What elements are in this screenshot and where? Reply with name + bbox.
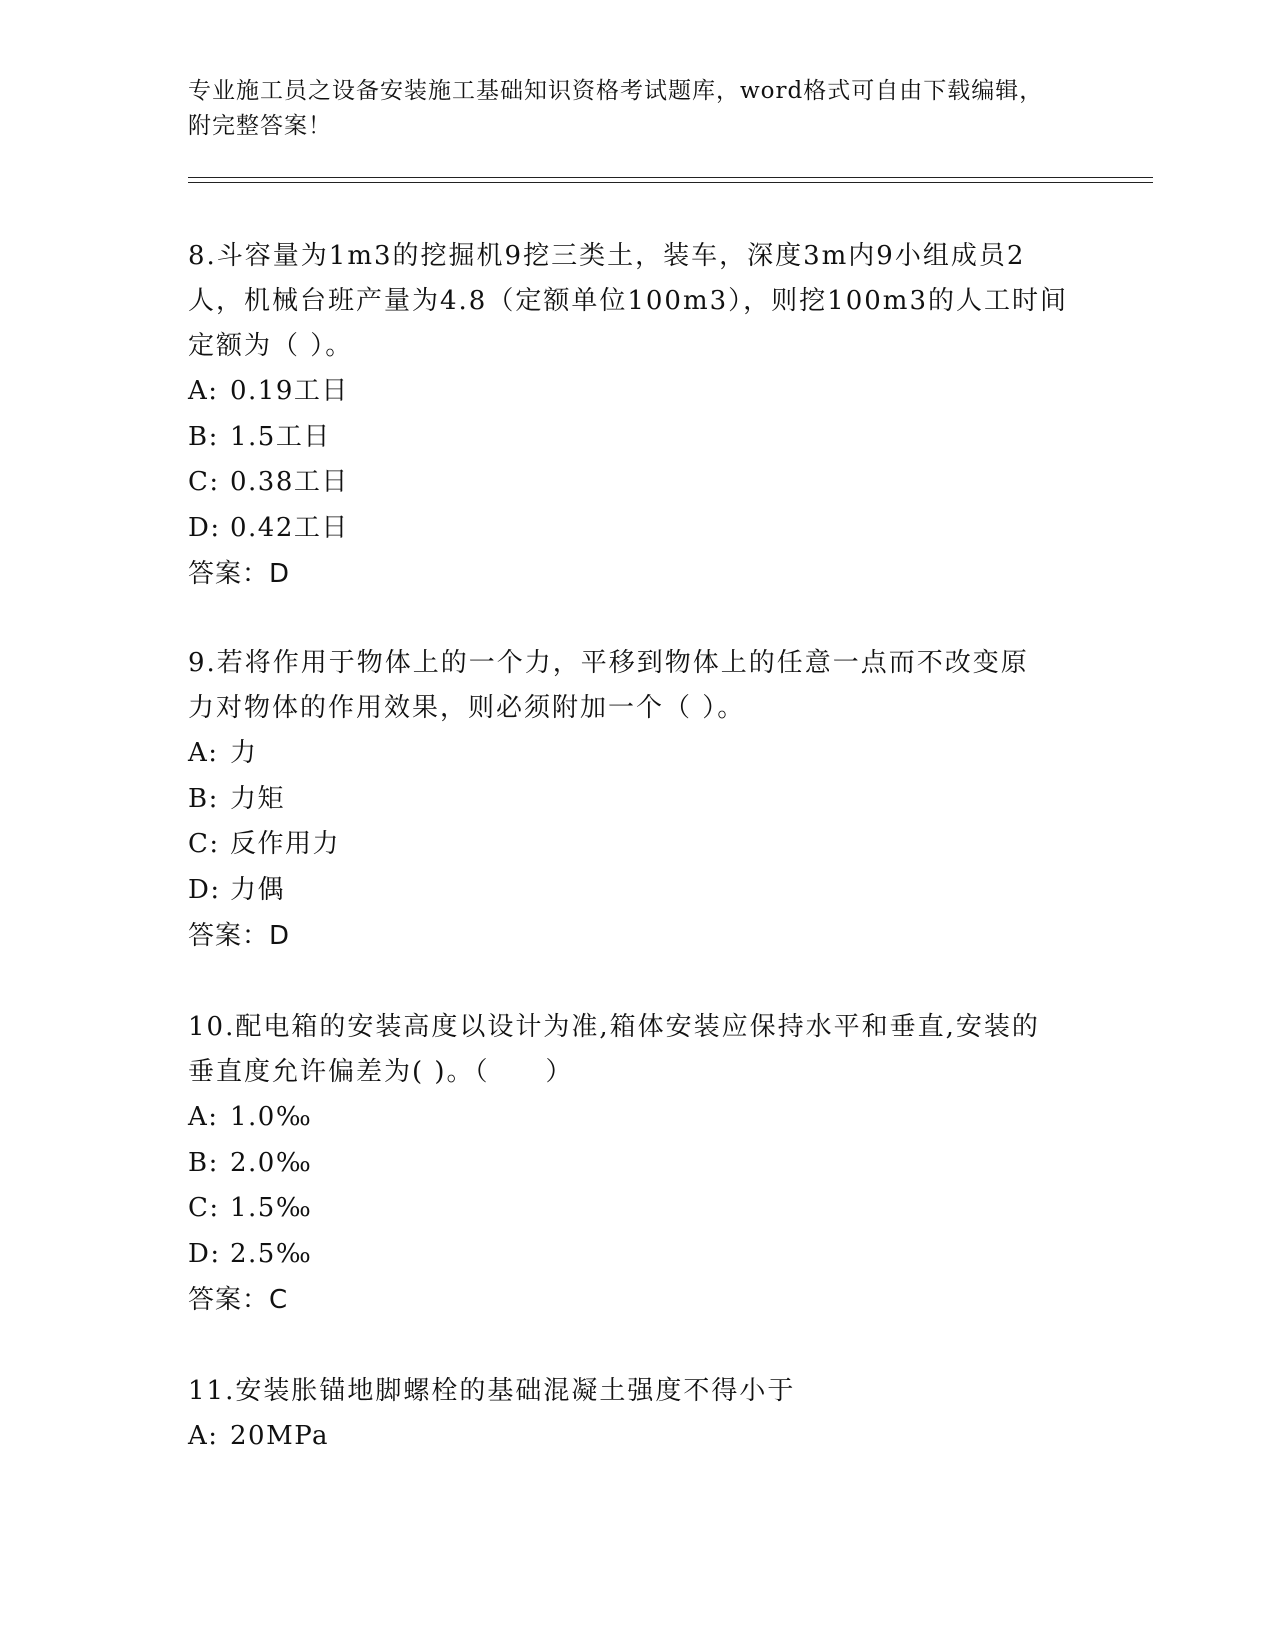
option-text: 0.38工日	[230, 467, 349, 497]
option-text: 1.5工日	[230, 421, 331, 452]
option-text: 1.0‰	[230, 1102, 313, 1132]
option-key: B:	[188, 421, 219, 452]
option-key: A:	[188, 1102, 219, 1132]
option-text: 2.0‰	[230, 1147, 313, 1178]
question-stem-line: 人，机械台班产量为4.8（定额单位100m3），则挖100m3的人工时间	[188, 286, 1068, 316]
header-divider-bottom	[188, 182, 1153, 183]
answer-line: 答案：D	[188, 921, 291, 951]
question-stem-line: 10.配电箱的安装高度以设计为准,箱体安装应保持水平和垂直,安装的	[188, 1012, 1040, 1042]
question-stem-line: 力对物体的作用效果，则必须附加一个（ ）。	[188, 693, 746, 723]
question-9	[188, 641, 1088, 959]
option-key: D:	[188, 874, 221, 905]
option-key: C:	[188, 467, 220, 497]
question-stem-line: 垂直度允许偏差为( )。（ ）	[188, 1057, 574, 1087]
option-key: A:	[188, 1421, 219, 1451]
question-8	[188, 234, 1088, 597]
option-key: A:	[188, 738, 219, 768]
option-d	[188, 506, 1088, 552]
question-stem	[188, 1005, 1088, 1095]
option-d	[188, 1232, 1088, 1278]
option-key: B:	[188, 1147, 219, 1178]
document-header	[188, 74, 1088, 144]
question-stem	[188, 1369, 1088, 1414]
header-line-2: 附完整答案！	[188, 113, 332, 139]
option-a	[188, 1095, 1088, 1141]
option-a	[188, 1414, 1088, 1460]
question-stem	[188, 641, 1088, 731]
option-text: 力	[230, 738, 258, 768]
option-text: 力矩	[230, 783, 286, 814]
header-line-1: 专业施工员之设备安装施工基础知识资格考试题库，word格式可自由下载编辑，	[188, 78, 1044, 104]
option-d	[188, 868, 1088, 914]
option-text: 0.19工日	[230, 376, 349, 406]
question-stem-line: 8.斗容量为1m3的挖掘机9挖三类土，装车，深度3m内9小组成员2	[188, 241, 1026, 271]
question-stem	[188, 234, 1088, 369]
answer-line: 答案：C	[188, 1285, 289, 1315]
option-text: 力偶	[230, 874, 286, 905]
option-c	[188, 1186, 1088, 1232]
option-text: 0.42工日	[230, 512, 349, 543]
answer-line: 答案：D	[188, 559, 291, 589]
option-key: C:	[188, 1193, 220, 1223]
option-b	[188, 777, 1088, 823]
option-key: A:	[188, 376, 219, 406]
option-text: 20MPa	[230, 1421, 330, 1451]
question-11	[188, 1369, 1088, 1460]
question-stem-line: 定额为（ ）。	[188, 331, 354, 361]
option-text: 1.5‰	[230, 1193, 313, 1223]
question-stem-line: 9.若将作用于物体上的一个力，平移到物体上的任意一点而不改变原	[188, 648, 1029, 678]
option-text: 2.5‰	[230, 1238, 313, 1269]
option-b	[188, 1141, 1088, 1187]
question-10	[188, 1005, 1088, 1323]
option-a	[188, 369, 1088, 415]
option-key: C:	[188, 829, 220, 859]
option-c	[188, 460, 1088, 506]
option-text: 反作用力	[230, 829, 341, 859]
question-stem-line: 11.安装胀锚地脚螺栓的基础混凝土强度不得小于	[188, 1376, 796, 1406]
option-c	[188, 822, 1088, 868]
option-key: D:	[188, 512, 221, 543]
option-key: B:	[188, 783, 219, 814]
option-b	[188, 415, 1088, 461]
option-key: D:	[188, 1238, 221, 1269]
header-divider-top	[188, 177, 1153, 178]
option-a	[188, 731, 1088, 777]
